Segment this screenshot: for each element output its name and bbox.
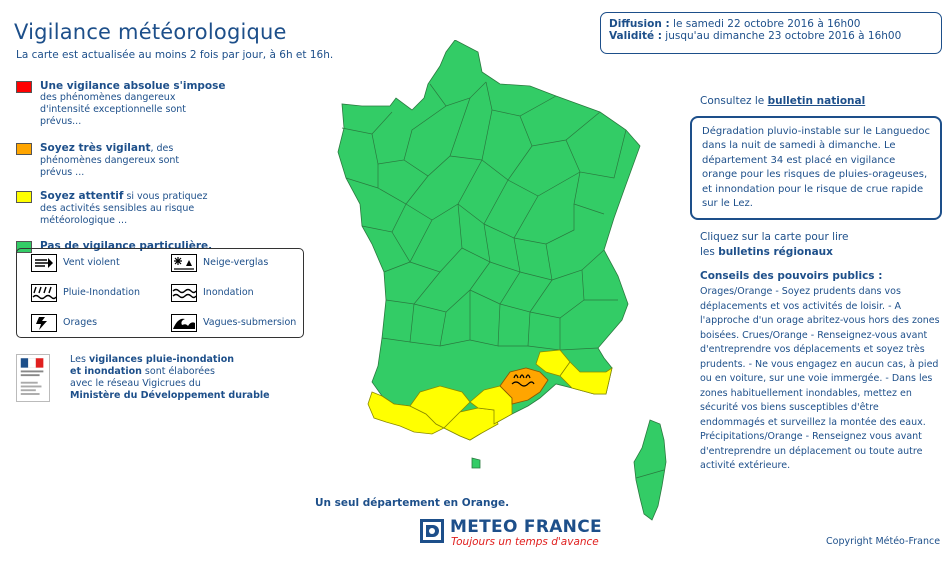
phenomenon-label: Neige-verglas <box>203 257 269 268</box>
regional-prompt <box>700 230 945 260</box>
legend-swatch-orange <box>16 143 32 155</box>
corsica-green-area[interactable] <box>634 420 666 520</box>
diffusion-value: le samedi 22 octobre 2016 à 16h00 <box>669 18 861 30</box>
ministry-l1b: vigilances pluie-inondation <box>88 354 234 365</box>
diffusion-label: Diffusion : <box>609 18 670 30</box>
validity-value: jusqu'au dimanche 23 octobre 2016 à 16h00 <box>661 30 902 42</box>
orange-count-note: Un seul département en Orange. <box>315 497 510 509</box>
snow-ice-icon <box>171 254 197 272</box>
legend-title-red: Une vigilance absolue s'impose <box>40 80 226 92</box>
legend-item-orange <box>16 142 316 180</box>
legend-text-yellow: si vous pratiquez des activités sensibles au risque météorologique ... <box>40 191 208 226</box>
copyright: Copyright Météo-France <box>826 536 941 547</box>
phenomenon-label: Vagues-submersion <box>203 317 297 328</box>
conseils-text: Orages/Orange - Soyez prudents dans vos déplacements et vos activités de loisir. - A l'approche d'un orage abritez-vous hors des zones boisées. Crues/Orange - Renseignez-vous avant d'entreprendre vos déplacements et soyez très prudents. - Ne vous engagez en aucun cas, à pied ou en voiture, sur une voie immergée. - Dans les zones habituellement inondables, mettez en sécurité vos biens susceptibles d'être endommagés et surveillez la montée des eaux. Précipitations/Orange - Renseignez vous avant d'entreprendre un déplacement ou toute autre activité extérieure. <box>700 286 940 471</box>
diffusion-box <box>600 12 942 54</box>
brand-name: METEO FRANCE <box>450 517 602 537</box>
consult-national <box>700 95 945 107</box>
phenomenon-label: Orages <box>63 317 98 328</box>
ministry-logo-icon <box>16 354 50 402</box>
phenomenon-label: Vent violent <box>63 257 120 268</box>
legend-title-yellow: Soyez attentif <box>40 190 124 202</box>
national-bulletin-box: Dégradation pluvio-instable sur le Languedoc dans la nuit de samedi à dimanche. Le département 34 est placé en vigilance orange pour les risques de pluies-orageuses, et innondation pour le risque de crue rapide sur le Lez. <box>690 116 942 220</box>
phenomenon-label: Pluie-Inondation <box>63 287 141 298</box>
page-title: Vigilance météorologique <box>14 20 287 44</box>
page-subtitle: La carte est actualisée au moins 2 fois par jour, à 6h et 16h. <box>16 49 334 61</box>
consult-text: Consultez le <box>700 95 768 107</box>
regional-line2a: les <box>700 246 719 258</box>
ministry-l3: avec le réseau Vigicrues du <box>70 378 201 389</box>
flood-icon <box>171 284 197 302</box>
legend-item-yellow <box>16 190 316 230</box>
legend-item-red <box>16 80 316 132</box>
legend-title-green: Pas de vigilance particulière. <box>40 240 213 252</box>
legend-swatch-red <box>16 81 32 93</box>
legend-text-orange: , des phénomènes dangereux sont prévus ... <box>40 143 180 178</box>
ministry-text <box>70 354 300 402</box>
legend-text-red: des phénomènes dangereux d'intensité exceptionnelle sont prévus... <box>40 92 187 127</box>
conseils-title: Conseils des pouvoirs publics : <box>700 270 883 282</box>
france-vigilance-map[interactable] <box>300 40 690 530</box>
legend-title-orange: Soyez très vigilant <box>40 142 151 154</box>
ministry-l4: Ministère du Développement durable <box>70 390 270 401</box>
regional-bulletins-link[interactable]: bulletins régionaux <box>718 246 833 258</box>
small-enclave <box>472 458 480 468</box>
regional-line1: Cliquez sur la carte pour lire <box>700 231 849 243</box>
phenomenon-label: Inondation <box>203 287 254 298</box>
wave-submersion-icon <box>171 314 197 332</box>
vigilance-legend <box>16 80 316 263</box>
brand-slogan: Toujours un temps d'avance <box>451 536 599 548</box>
meteo-france-logo-icon[interactable] <box>420 519 444 543</box>
validity-label: Validité : <box>609 30 662 42</box>
national-bulletin-link[interactable]: bulletin national <box>767 95 866 107</box>
legend-swatch-yellow <box>16 191 32 203</box>
ministry-l1a: Les <box>70 354 89 365</box>
ministry-l2a: et inondation <box>70 366 142 377</box>
phenomena-legend <box>16 248 304 338</box>
wind-icon <box>31 254 57 272</box>
rain-flood-icon <box>31 284 57 302</box>
storm-icon <box>31 314 57 332</box>
ministry-l2b: sont élaborées <box>141 366 215 377</box>
